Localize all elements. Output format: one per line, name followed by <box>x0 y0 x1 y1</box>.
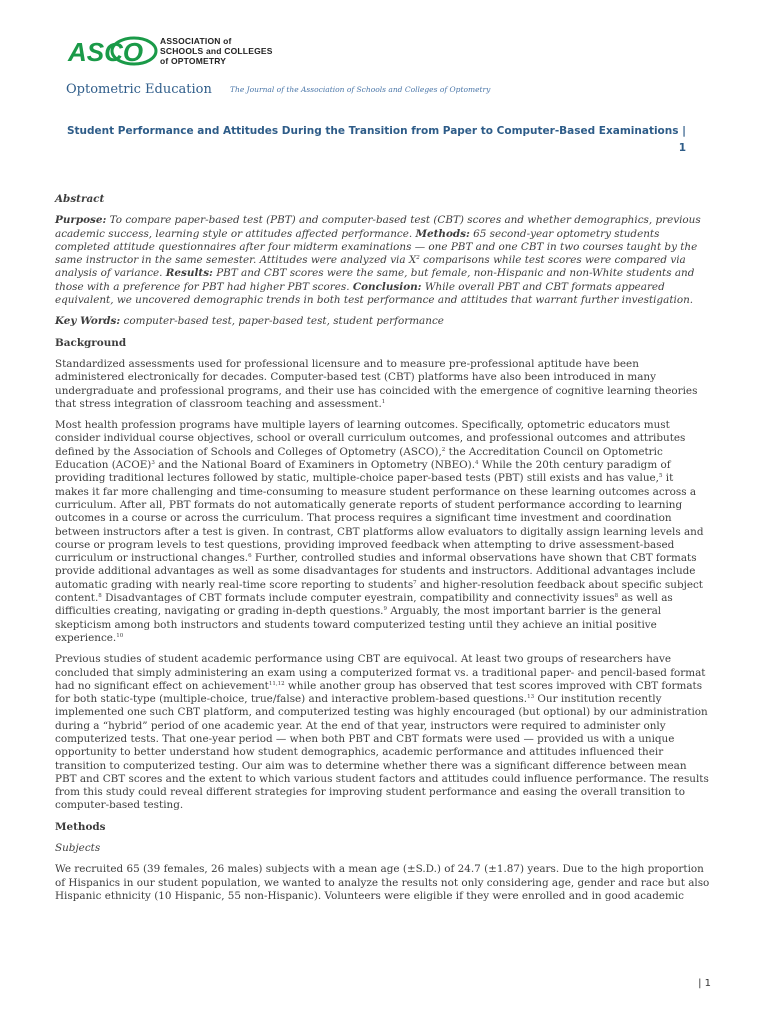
keywords <box>55 315 710 328</box>
logo-mark-text: ASCO <box>68 37 144 67</box>
citation: 3 <box>151 460 155 467</box>
article-title <box>56 123 686 157</box>
citation: 1 <box>381 398 386 405</box>
citation: 4 <box>475 460 479 467</box>
abstract-heading: Abstract <box>55 193 105 205</box>
article-body <box>55 193 710 911</box>
subjects-subheading: Subjects <box>55 842 101 855</box>
page-footer: | 1 <box>698 978 711 989</box>
background-paragraph-3: Previous studies of student academic performance using CBT are equivocal. At least two groups of researchers have concluded that simply administering an exam using a computerized format vs. a traditional paper- and pencil-based format had no significant effect on achievement$^{11,12}$ while another group has observed that test scores improved with CBT formats for both static-type (multiple-choice, true/false) and interactive problem-based questions.$^{13}$ Our institution recently implemented one such CBT platform, and computerized testing was highly encouraged (but optional) by our administration during a “hybrid” period of one academic year. At the end of that year, instructors were required to administer only computerized tests. That one-year period — when both PBT and CBT formats were used — provided us with a unique opportunity to better understand how student demographics, academic performance and attitudes influenced their transition to computerized testing. Our aim was to determine whether there was a significant difference between mean PBT and CBT scores and the extent to which various student factors and attitudes could influence performance. The results from this study could reveal different strategies for improving student performance and easing the overall transition to computer-based testing. <box>55 653 709 812</box>
citation: 6 <box>248 553 252 560</box>
logo-line-2: SCHOOLS and COLLEGES <box>160 46 273 56</box>
conclusion-label: Conclusion: <box>352 280 422 293</box>
methods-text: 65 second-year optometry students completed attitude questionnaires after four midterm examinations — one PBT and one CBT in two courses taught by the same instructor in the same semester. Attitudes were analyzed via X <box>55 227 698 267</box>
citation: 9 <box>383 606 387 613</box>
background-paragraph-1: Standardized assessments used for professional licensure and to measure pre-professional aptitude have been administered electronically for decades. Computer-based test (CBT) platforms have also been introduced in many undergraduate and professional programs, and their use has coincided with the emergence of cognitive learning theories that stress integration of classroom teaching and assessment.$^1$ <box>55 357 698 410</box>
citation: 7 <box>413 579 417 586</box>
citation: 13 <box>527 694 535 701</box>
results-text: PBT and CBT scores were the same, but female, non-Hispanic and non-White students and those with a preference for PBT had higher PBT scores. <box>55 267 695 293</box>
keywords-text: computer-based test, paper-based test, student performance <box>120 315 444 328</box>
background-paragraph-2: Most health profession programs have multiple layers of learning outcomes. Specifically, optometric educators must consider individual course objectives, school or overall curriculum outcomes, and professional outcomes and attributes defined by the Association of Schools and Colleges of Optometry (ASCO),$^2$ the Accreditation Council on Optometric Education (ACOE)$^3$ and the National Board of Examiners in Optometry (NBEO).$^4$ While the 20th century paradigm of providing traditional lectures followed by static, multiple-choice paper-based tests (PBT) still exists and has value,$^5$ it makes it far more challenging and time-consuming to measure student performance on these learning outcomes across a curriculum. After all, PBT formats do not automatically generate reports of student performance according to learning outcomes in a course or across the curriculum. That process requires a significant time investment and coordination between instructors after a test is given. In contrast, CBT platforms allow evaluators to digitally assign learning levels and course or program levels to test questions, providing improved feedback when attempting to drive assessment-based curriculum or instructional changes.$^6$ Further, controlled studies and informal observations have shown that CBT formats provide additional advantages as well as some disadvantages for students and instructors. Additional advantages include automatic grading with nearly real-time score reporting to students$^7$ and higher-resolution feedback about specific subject content.$^8$ Disadvantages of CBT formats include computer eyestrain, compatibility and connectivity issues$^8$ as well as difficulties creating, navigating or grading in-depth questions.$^9$ Arguably, the most important barrier is the general skepticism among both instructors and students toward computerized testing until they achieve an initial positive experience.$^{10}$ <box>55 419 704 644</box>
citation: 5 <box>659 473 663 480</box>
asco-logo-icon <box>66 34 158 68</box>
citation: 8 <box>614 593 619 600</box>
logo-line-1: ASSOCIATION of <box>160 36 232 46</box>
journal-subtitle: The Journal of the Association of Schools and Colleges of Optometry <box>230 85 491 94</box>
purpose-text: To compare paper-based test (PBT) and computer-based test (CBT) scores and whether demographics, previous academic success, learning style or attitudes affected performance. <box>55 214 701 240</box>
logo-line-3: of OPTOMETRY <box>160 56 227 66</box>
journal-title: Optometric Education <box>66 82 212 97</box>
citation: 8 <box>98 593 102 600</box>
header-page-number: 1 <box>678 142 686 154</box>
keywords-label: Key Words: <box>55 315 121 328</box>
citation: 2 <box>441 446 446 453</box>
background-heading: Background <box>55 336 127 349</box>
results-label: Results: <box>165 267 213 280</box>
methods-heading: Methods <box>55 820 106 833</box>
asco-logo <box>66 34 286 70</box>
conclusion-text: While overall PBT and CBT formats appeared equivalent, we uncovered demographic trends in both test performance and attitudes that warrant further investigation. <box>55 280 694 307</box>
methods-paragraph-1: We recruited 65 (39 females, 26 males) subjects with a mean age (±S.D.) of 24.7 (±1.87) years. Due to the high proportion of Hispanics in our student population, we wanted to analyze the results not only considering age, gender and race but also Hispanic ethnicity (10 Hispanic, 55 non-Hispanic). Volunteers were eligible if they were enrolled and in good academic <box>55 863 710 902</box>
citation: 11,12 <box>268 680 285 687</box>
methods-label: Methods: <box>415 227 470 240</box>
superscript: 2 <box>416 255 420 262</box>
article-title-text: Student Performance and Attitudes During the Transition from Paper to Computer-Based Examinations | <box>66 125 686 137</box>
purpose-label: Purpose: <box>55 214 107 227</box>
citation: 10 <box>116 632 124 639</box>
methods-text-2: comparisons while test scores were compared via analysis of variance. <box>55 254 686 280</box>
logo-text <box>160 36 273 66</box>
abstract-text <box>55 214 710 307</box>
